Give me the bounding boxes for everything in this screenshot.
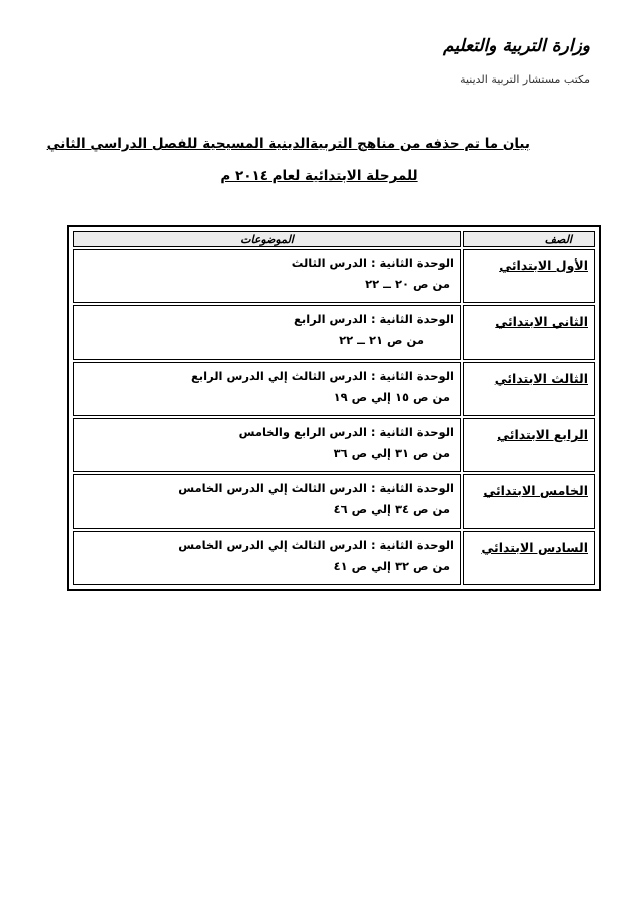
topic-pages: من ص ٢١ ــ ٢٢ [339,333,424,348]
topic-unit-lesson: الوحدة الثانية : الدرس الثالث إلي الدرس الخامس [178,481,454,496]
document-subtitle: للمرحلة الابتدائية لعام ٢٠١٤ م [220,168,418,184]
topic-cell [73,305,461,359]
topic-cell [73,474,461,528]
topic-pages: من ص ٣٢ إلي ص ٤١ [333,558,450,573]
table-row [73,362,595,416]
grade-cell: الثالث الابتدائي [463,362,595,416]
topic-cell [73,362,461,416]
topic-cell [73,249,461,303]
topic-pages: من ص ١٥ إلي ص ١٩ [333,389,450,404]
topics-column-header: الموضوعات [73,231,461,247]
topic-unit-lesson: الوحدة الثانية : الدرس الرابع والخامس [238,424,454,439]
topic-unit-lesson: الوحدة الثانية : الدرس الثالث [291,256,454,270]
grade-cell: السادس الابتدائي [463,531,595,585]
deleted-lessons-table [67,225,601,591]
topic-pages: من ص ٣٤ إلي ص ٤٦ [333,502,450,517]
office-name: مكتب مستشار التربية الدينية [460,73,590,86]
grade-cell: الثاني الابتدائي [463,305,595,359]
grade-column-header: الصف [463,231,595,247]
document-title: بيان ما تم حذفه من مناهج التربيةالدينية المسيحية للفصل الدراسي الثاني [46,136,530,152]
grade-cell: الخامس الابتدائي [463,474,595,528]
topic-unit-lesson: الوحدة الثانية : الدرس الثالث إلي الدرس الرابع [190,368,454,383]
grade-cell: الأول الابتدائي [463,249,595,303]
topic-unit-lesson: الوحدة الثانية : الدرس الثالث إلي الدرس الخامس [178,537,454,552]
ministry-name: وزارة التربية والتعليم [443,36,590,56]
lessons-table [71,229,597,587]
table-row [73,418,595,472]
topic-unit-lesson: الوحدة الثانية : الدرس الرابع [294,312,454,327]
topic-cell [73,418,461,472]
topic-cell [73,531,461,585]
topic-pages: من ص ٢٠ ــ ٢٢ [365,277,450,291]
table-row [73,249,595,303]
topic-pages: من ص ٣١ إلي ص ٣٦ [333,445,450,460]
table-row [73,474,595,528]
table-header-row [73,231,595,247]
table-row [73,531,595,585]
grade-cell: الرابع الابتدائي [463,418,595,472]
table-row [73,305,595,359]
